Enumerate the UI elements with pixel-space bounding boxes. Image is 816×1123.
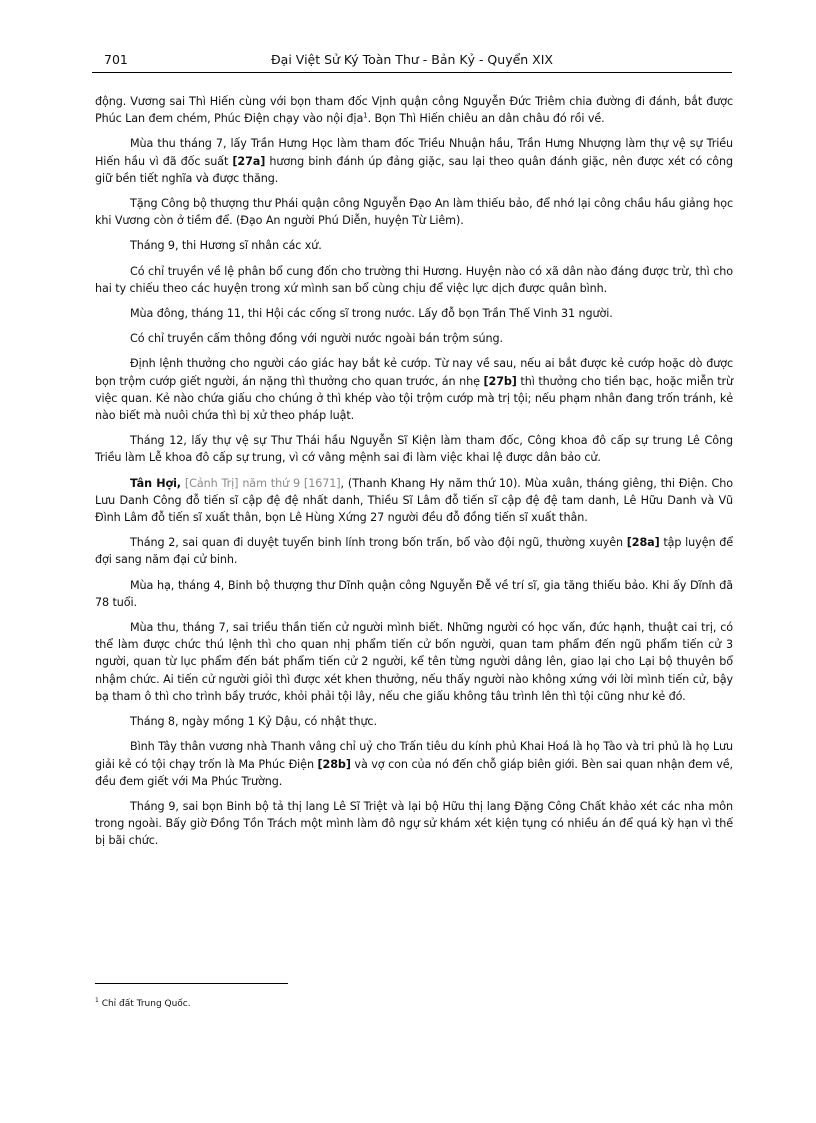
- paragraph: Tặng Công bộ thượng thư Phái quận công Nguyễn Đạo An làm thiếu bảo, để nhớ lại công chầu hầu giảng học khi Vương còn ở tiềm để. (Đạo An người Phú Diễn, huyện Từ Liêm).: [95, 197, 733, 228]
- paragraph: Mùa đông, tháng 11, thi Hội các cống sĩ trong nước. Lấy đỗ bọn Trần Thế Vinh 31 người.: [130, 307, 613, 321]
- paragraph: [95, 475, 733, 527]
- text-span: Định lệnh thưởng cho người cáo giác hay bắt kẻ cướp. Từ nay về sau, nếu ai bắt được kẻ cướp hoặc dò được bọn trộm cướp giết người, án nặng thì thưởng cho quan trước, án nhẹ: [95, 357, 733, 388]
- text-span: hương binh đánh úp đảng giặc, sau lại theo quân đánh giặc, nên được xét có công giữ bền tiết nghĩa và được thăng.: [95, 154, 733, 185]
- paragraph: [95, 534, 733, 568]
- paragraph: Tháng 9, thi Hương sĩ nhân các xứ.: [130, 239, 322, 253]
- text-span: . Bọn Thì Hiến chiêu an dân châu đó rồi về.: [367, 112, 605, 126]
- body-text: [95, 93, 733, 850]
- paragraph: Có chỉ truyền cấm thông đồng với người nước ngoài bán trộm súng.: [130, 332, 503, 346]
- text-span: thì thưởng cho tiền bạc, hoặc miễn trừ việc quan. Kẻ nào chứa giấu cho chúng ở thì khép vào tội trộm cướp mà trị tội; nếu phạm nhân đang trốn tránh, kẻ nào biết mà nuôi chứa thì bị xử theo pháp luật.: [95, 374, 733, 423]
- text-span: và vợ con của nó đến chỗ giáp biên giới. Bèn sai quan nhận đem về, đều đem giết với Ma Phúc Trường.: [95, 757, 733, 788]
- year-heading: Tân Hợi,: [130, 476, 181, 490]
- paragraph: Mùa thu, tháng 7, sai triều thần tiến cử người mình biết. Những người có học vấn, đức hạnh, thuật cai trị, có thể làm được chức thú lệnh thì cho quan nhị phẩm tiến cử bốn người, quan tam phẩm đến ngũ phẩm tiến cử 3 người, quan từ lục phẩm đến bát phẩm tiến cử 2 người, kể tên từng người dâng lên, giao lại cho Lại bộ thuyên bổ nhậm chức. Ai tiến cử người giỏi thì được xét khen thưởng, nếu thấy người nào không xứng với lời mình tiến cử, bậy bạ tham ô thì cho trình bầy trước, khỏi phải tội lây, nếu che giấu không tâu trình lên thì tội cũng như kẻ đó.: [95, 621, 733, 703]
- page-marker: [28b]: [317, 757, 351, 771]
- page-marker: [28a]: [626, 536, 660, 550]
- text-span: Bình Tây thân vương nhà Thanh vâng chỉ uỷ cho Trấn tiêu du kính phủ Khai Hoá là họ Tào và tri phủ là họ Lưu giải kẻ có tội chạy trốn là Ma Phúc Điện: [95, 740, 733, 771]
- footnote-text: Chỉ đất Trung Quốc.: [98, 999, 191, 1009]
- paragraph: Tháng 12, lấy thự vệ sự Thư Thái hầu Nguyễn Sĩ Kiện làm tham đốc, Công khoa đô cấp sự trung Lê Công Triều làm Lễ khoa đô cấp sự trung, vì cớ vâng mệnh sai đi làm việc khai lệ được dân bảo cử.: [95, 434, 733, 465]
- footnote-ref[interactable]: 1: [363, 111, 368, 120]
- text-span: tập luyện để đợi sang năm đại cử binh.: [95, 536, 734, 567]
- paragraph: [95, 135, 733, 187]
- paragraph: [95, 355, 733, 424]
- page-marker: [27a]: [232, 154, 266, 168]
- page-marker: [27b]: [483, 374, 517, 388]
- paragraph: Có chỉ truyền về lệ phân bổ cung đốn cho trường thi Hương. Huyện nào có xã dân nào đáng được trừ, thì cho hai ty chiếu theo các huyện trong xứ mình san bổ cùng chịu để việc lực dịch được quân bình.: [95, 264, 733, 295]
- era-note: [Cảnh Trị] năm thứ 9 [1671]: [184, 476, 341, 490]
- paragraph: [95, 738, 733, 790]
- paragraph: Tháng 8, ngày mồng 1 Kỷ Dậu, có nhật thực.: [130, 715, 377, 729]
- footnote-number: 1: [95, 997, 99, 1004]
- footnote-divider: [95, 983, 288, 984]
- running-title: Đại Việt Sử Ký Toàn Thư - Bản Kỷ - Quyển XIX: [271, 52, 553, 67]
- text-span: động. Vương sai Thì Hiến cùng với bọn tham đốc Vịnh quận công Nguyễn Đức Triêm chia đường đi đánh, bắt được Phúc Lan đem chém, Phúc Điện chạy vào nội địa: [95, 95, 733, 126]
- text-span: , (Thanh Khang Hy năm thứ 10). Mùa xuân, tháng giêng, thi Điện. Cho Lưu Danh Công đỗ tiến sĩ cập đệ đệ nhất danh, Thiều Sĩ Lâm đỗ tiến sĩ cập đệ đệ tam danh, Lê Hữu Danh và Vũ Đình Lâm đỗ tiến sĩ xuất thân, bọn Lê Hùng Xứng 27 người đều đỗ đồng tiến sĩ xuất thân.: [95, 476, 733, 525]
- text-span: Tháng 2, sai quan đi duyệt tuyển binh lính trong bốn trấn, bổ vào đội ngũ, thường xuyên: [130, 536, 627, 550]
- paragraph: Tháng 9, sai bọn Binh bộ tả thị lang Lê Sĩ Triệt và lại bộ Hữu thị lang Đặng Công Chất khảo xét các nha môn trong ngoài. Bấy giờ Đồng Tồn Trách một mình làm đô ngự sử khám xét kiện tụng có nhiều án để quá kỳ hạn vì thế bị bãi chức.: [95, 799, 733, 848]
- text-span: Mùa thu tháng 7, lấy Trần Hưng Học làm tham đốc Triều Nhuận hầu, Trần Hưng Nhượng làm thự vệ sự Triều Hiến hầu vì đã đốc suất: [95, 137, 733, 168]
- page-header: [92, 50, 732, 73]
- page-number: 701: [104, 52, 128, 67]
- footnote: [95, 999, 191, 1009]
- paragraph: [95, 93, 733, 127]
- paragraph: Mùa hạ, tháng 4, Binh bộ thượng thư Dĩnh quận công Nguyễn Đễ về trí sĩ, gia tăng thiếu bảo. Khi ấy Dĩnh đã 78 tuổi.: [95, 578, 733, 609]
